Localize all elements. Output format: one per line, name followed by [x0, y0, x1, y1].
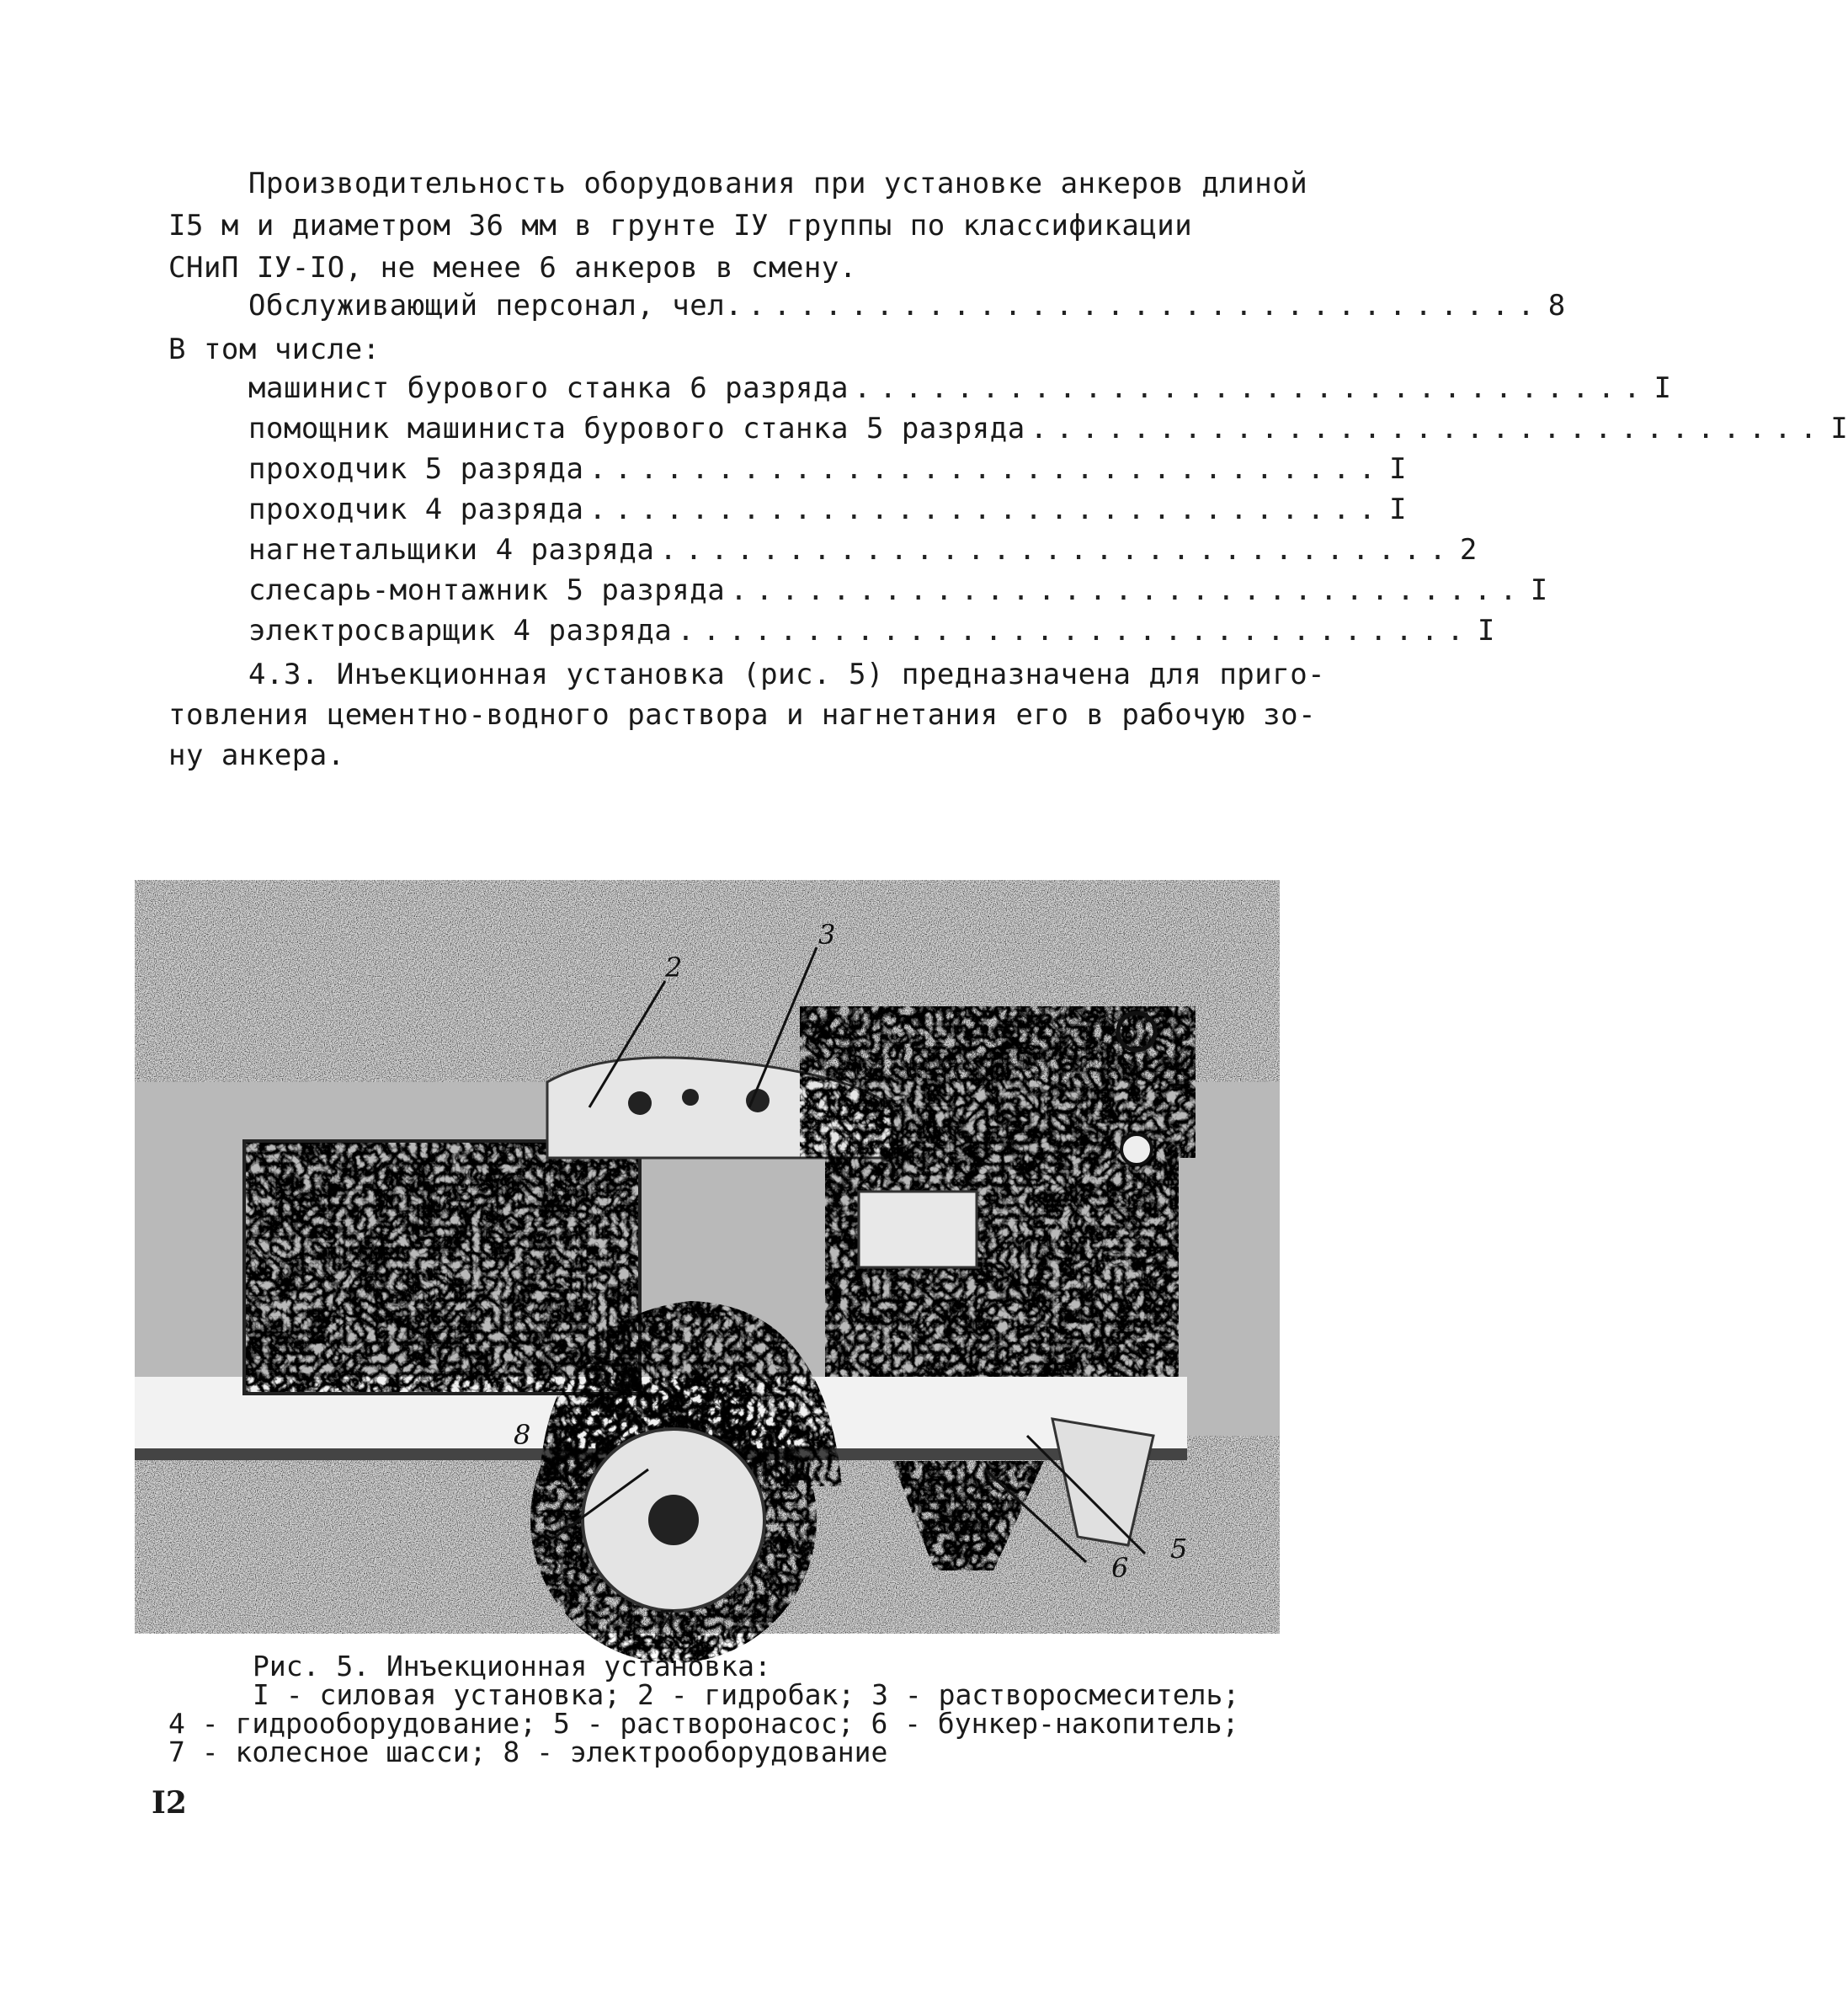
leader-dots: ............................... — [588, 452, 1384, 486]
in-total-heading: В том числе: — [168, 333, 381, 366]
staff-label: проходчик 5 разряда — [248, 452, 584, 486]
tank — [859, 1192, 977, 1267]
staff-value: I — [1389, 493, 1407, 526]
section-line-3: ну анкера. — [168, 739, 345, 772]
staff-total-value: 8 — [1547, 289, 1566, 323]
leader-dots: ............................... — [853, 371, 1649, 405]
figure-caption-title: Рис. 5. Инъекционная установка: — [253, 1650, 771, 1682]
section-line-1: 4.3. Инъекционная установка (рис. 5) предназначена для приго- — [248, 658, 1326, 691]
staff-label: слесарь-монтажник 5 разряда — [248, 573, 726, 607]
leader-dots: ............................... — [730, 573, 1526, 607]
figure-caption-line-1: I - силовая установка; 2 - гидробак; 3 - растворосмеситель; — [253, 1678, 1240, 1711]
callout-5: 5 — [1170, 1533, 1188, 1565]
leader-dots: ............................... — [748, 289, 1543, 323]
leader-dots: ............................... — [677, 614, 1473, 648]
intro-line-3: СНиП IУ-IО, не менее 6 анкеров в смену. — [168, 251, 857, 285]
figure-caption-line-2: 4 - гидрооборудование; 5 - растворонасос; 6 - бункер-накопитель; — [168, 1707, 1239, 1740]
staff-total-row — [248, 286, 1566, 326]
staff-value: I — [1477, 614, 1495, 648]
staff-row — [248, 369, 1672, 408]
staff-row — [248, 611, 1495, 651]
staff-label: нагнетальщики 4 разряда — [248, 533, 655, 567]
callout-3: 3 — [818, 919, 836, 951]
section-line-2: товления цементно-водного раствора и нагнетания его в рабочую зо- — [168, 698, 1317, 732]
staff-value: I — [1830, 412, 1848, 445]
intro-line-2: I5 м и диаметром 36 мм в грунте IУ группы по классификации — [168, 209, 1193, 243]
staff-row — [248, 531, 1478, 570]
callout-7: 7 — [657, 1604, 674, 1636]
page-number: I2 — [152, 1785, 187, 1821]
staff-label: помощник машиниста бурового станка 5 разряда — [248, 412, 1025, 445]
staff-value: I — [1530, 573, 1548, 607]
leader-dots: ............................... — [1030, 412, 1826, 445]
staff-row — [248, 571, 1548, 611]
staff-value: 2 — [1459, 533, 1478, 567]
staff-total-label: Обслуживающий персонал, чел. — [248, 289, 743, 323]
intro-line-1: Производительность оборудования при установке анкеров длиной — [248, 167, 1308, 200]
callout-2: 2 — [665, 952, 683, 984]
injection-unit-photo — [135, 880, 1280, 1634]
callout-6: 6 — [1111, 1552, 1129, 1584]
staff-value: I — [1389, 452, 1407, 486]
figure-caption-line-3: 7 - колесное шасси; 8 - электрооборудование — [168, 1736, 888, 1768]
staff-label: проходчик 4 разряда — [248, 493, 584, 526]
staff-row — [248, 490, 1407, 530]
callout-8: 8 — [514, 1419, 531, 1451]
staff-label: машинист бурового станка 6 разряда — [248, 371, 849, 405]
staff-row — [248, 450, 1407, 489]
leader-dots: ............................... — [659, 533, 1455, 567]
staff-label: электросварщик 4 разряда — [248, 614, 673, 648]
staff-row — [248, 409, 1848, 449]
staff-value: I — [1654, 371, 1672, 405]
leader-dots: ............................... — [588, 493, 1384, 526]
control-box — [244, 1141, 640, 1394]
